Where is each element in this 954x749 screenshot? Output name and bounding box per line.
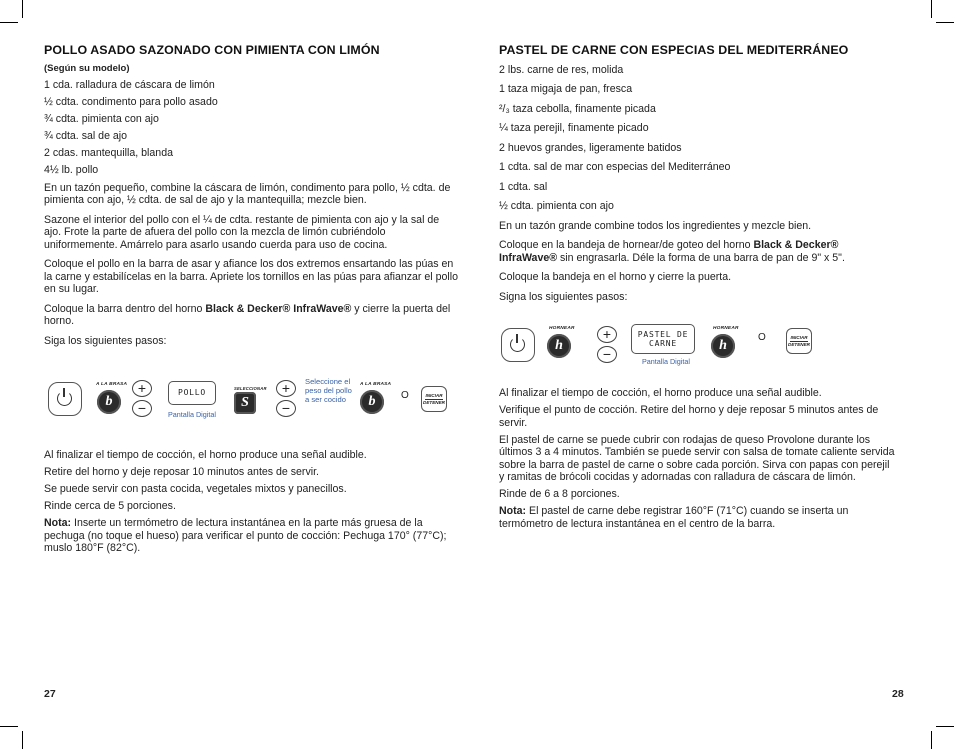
select-knob: S bbox=[234, 392, 256, 414]
ingredient: ¾ cdta. pimienta con ajo bbox=[44, 113, 159, 125]
text: Coloque la barra dentro del horno bbox=[44, 302, 206, 315]
plus-icon: + bbox=[132, 380, 152, 397]
bake-label: HORNEAR bbox=[713, 326, 739, 331]
brand-name: Black & Decker® InfraWave® bbox=[499, 239, 839, 264]
right-button-sequence bbox=[499, 320, 895, 370]
right-after-steps bbox=[499, 387, 895, 530]
minus-icon: − bbox=[132, 400, 152, 417]
power-button bbox=[501, 328, 535, 362]
instruction: Coloque el pollo en la barra de asar y afiance los dos extremos ensartando las púas en la carne y estabilícelas en la barra. Apriete los tornillos en las púas para afianzar el pollo en su lugar. bbox=[44, 258, 458, 295]
rotisserie-knob: b bbox=[360, 390, 384, 414]
minus-icon: − bbox=[597, 346, 617, 363]
ingredient: 1 cdta. sal bbox=[499, 180, 548, 193]
left-after-steps bbox=[44, 449, 458, 555]
note-text: El pastel de carne debe registrar 160°F (71°C) cuando se inserta un termómetro de lectura instantánea en el centro de la barra. bbox=[499, 505, 849, 530]
plus-icon: + bbox=[276, 380, 296, 397]
weight-note: Seleccione el peso del pollo a ser cocido bbox=[305, 377, 352, 404]
instruction bbox=[499, 239, 895, 264]
power-icon bbox=[57, 391, 72, 406]
digital-display: POLLO bbox=[168, 381, 216, 405]
page-number: 27 bbox=[44, 688, 56, 700]
instruction: Coloque la bandeja en el horno y cierre la puerta. bbox=[499, 271, 732, 283]
minus-icon: − bbox=[276, 400, 296, 417]
step-text: Al finalizar el tiempo de cocción, el horno produce una señal audible. bbox=[499, 387, 822, 399]
ingredient: ²/₃ taza cebolla, finamente picada bbox=[499, 102, 656, 115]
step-text: Se puede servir con pasta cocida, vegetales mixtos y panecillos. bbox=[44, 483, 347, 495]
ingredient: ¼ taza perejil, finamente picado bbox=[499, 122, 649, 134]
text: y cierre la puerta del horno. bbox=[44, 302, 451, 327]
step-text: El pastel de carne se puede cubrir con rodajas de queso Provolone durante los últimos 3 a 4 minutos. También se puede servir con salsa de tomate caliente servida sobre la barra de pastel de carne o sobre cada porción. Sirva con papas con perejil y ramitas de brócoli cocidas y adornadas con ralladura de cáscara de limón. bbox=[499, 433, 895, 483]
or-text: O bbox=[401, 390, 409, 401]
instruction: Sazone el interior del pollo con el ¼ de cdta. restante de pimienta con ajo y la sal de ajo. Frote la parte de afuera del pollo con la mezcla de limón cubriéndolo uniformemente. Amárrelo para asarlo usando cuerda para uso de cocina. bbox=[44, 213, 440, 251]
ingredient: 1 cda. ralladura de cáscara de limón bbox=[44, 79, 215, 91]
note bbox=[44, 517, 458, 555]
ingredient: 2 huevos grandes, ligeramente batidos bbox=[499, 141, 682, 154]
rotisserie-label: A LA BRASA bbox=[360, 382, 392, 387]
display-label: Pantalla Digital bbox=[168, 410, 216, 419]
brand-name: Black & Decker® InfraWave® bbox=[205, 302, 352, 315]
ingredient: ½ cdta. pimienta con ajo bbox=[499, 200, 614, 212]
ingredient: 2 lbs. carne de res, molida bbox=[499, 63, 624, 76]
start-stop-button bbox=[421, 386, 447, 412]
or-text: O bbox=[758, 332, 766, 343]
note-label: Nota: bbox=[44, 517, 72, 529]
step-text: Al finalizar el tiempo de cocción, el horno produce una señal audible. bbox=[44, 449, 367, 461]
stop-label: DETENER bbox=[423, 400, 445, 405]
rotisserie-knob: b bbox=[97, 390, 121, 414]
crop-mark bbox=[22, 731, 23, 749]
step-text: Retire del horno y deje reposar 10 minutos antes de servir. bbox=[44, 466, 319, 478]
crop-mark bbox=[936, 726, 954, 727]
text: Coloque en la bandeja de hornear/de goteo del horno bbox=[499, 239, 754, 251]
ingredient: 1 taza migaja de pan, fresca bbox=[499, 83, 633, 95]
instruction: En un tazón pequeño, combine la cáscara de limón, condimento para pollo, ½ cdta. de pimienta con ajo, ½ cdta. de sal de ajo y la mantequilla; mezcle bien. bbox=[44, 181, 451, 206]
display-line: PASTEL DE bbox=[637, 330, 689, 339]
plus-icon: + bbox=[597, 326, 617, 343]
right-recipe-title: PASTEL DE CARNE CON ESPECIAS DEL MEDITERRÁNEO bbox=[499, 43, 849, 57]
bake-label: HORNEAR bbox=[549, 326, 575, 331]
instruction: En un tazón grande combine todos los ingredientes y mezcle bien. bbox=[499, 219, 812, 232]
crop-mark bbox=[936, 22, 954, 23]
left-recipe-title: POLLO ASADO SAZONADO CON PIMIENTA CON LIMÓN bbox=[44, 43, 380, 57]
left-page bbox=[44, 44, 458, 347]
ingredient: ½ cdta. condimento para pollo asado bbox=[44, 96, 218, 108]
start-label: INICIAR bbox=[790, 335, 808, 340]
crop-mark bbox=[0, 22, 18, 23]
adjust-buttons bbox=[276, 380, 298, 420]
display-label: Pantalla Digital bbox=[642, 357, 690, 366]
step-text: Rinde de 6 a 8 porciones. bbox=[499, 488, 620, 500]
power-button bbox=[48, 382, 82, 416]
ingredient: 4½ lb. pollo bbox=[44, 164, 99, 176]
power-icon bbox=[510, 337, 525, 352]
step-text: Verifique el punto de cocción. Retire del horno y deje reposar 5 minutos antes de servir. bbox=[499, 404, 879, 429]
bake-knob: h bbox=[711, 334, 735, 358]
left-ingredients bbox=[44, 79, 458, 177]
digital-display bbox=[631, 324, 695, 354]
note-label: Nota: bbox=[499, 505, 527, 517]
start-stop-button bbox=[786, 328, 812, 354]
right-page bbox=[499, 44, 895, 303]
note-text: Inserte un termómetro de lectura instantánea en la parte más gruesa de la pechuga (no toque el hueso) para verificar el punto de cocción: Pechuga 170° (77°C); muslo 180°F (82°C). bbox=[44, 517, 447, 554]
model-note: (Según su modelo) bbox=[44, 62, 130, 74]
instruction: Signa los siguientes pasos: bbox=[499, 290, 628, 303]
adjust-buttons bbox=[132, 380, 154, 420]
display-line: CARNE bbox=[648, 339, 678, 348]
rotisserie-label: A LA BRASA bbox=[96, 382, 128, 387]
step-text: Rinde cerca de 5 porciones. bbox=[44, 500, 176, 512]
crop-mark bbox=[0, 726, 18, 727]
right-ingredients bbox=[499, 64, 895, 233]
ingredient: 1 cdta. sal de mar con especias del Mediterráneo bbox=[499, 161, 731, 173]
left-button-sequence bbox=[44, 378, 458, 428]
page-number: 28 bbox=[892, 688, 904, 700]
text: sin engrasarla. Déle la forma de una barra de pan de 9" x 5". bbox=[557, 251, 845, 264]
crop-mark bbox=[931, 731, 932, 749]
bake-knob: h bbox=[547, 334, 571, 358]
crop-mark bbox=[931, 0, 932, 18]
start-label: INICIAR bbox=[425, 393, 443, 398]
instruction bbox=[44, 303, 458, 328]
crop-mark bbox=[22, 0, 23, 18]
select-label: SELECCIONAR bbox=[234, 386, 267, 391]
stop-label: DETENER bbox=[788, 342, 810, 347]
note bbox=[499, 505, 895, 530]
instruction: Siga los siguientes pasos: bbox=[44, 334, 167, 347]
adjust-buttons bbox=[597, 326, 619, 366]
ingredient: ¾ cdta. sal de ajo bbox=[44, 130, 128, 142]
ingredient: 2 cdas. mantequilla, blanda bbox=[44, 147, 173, 159]
